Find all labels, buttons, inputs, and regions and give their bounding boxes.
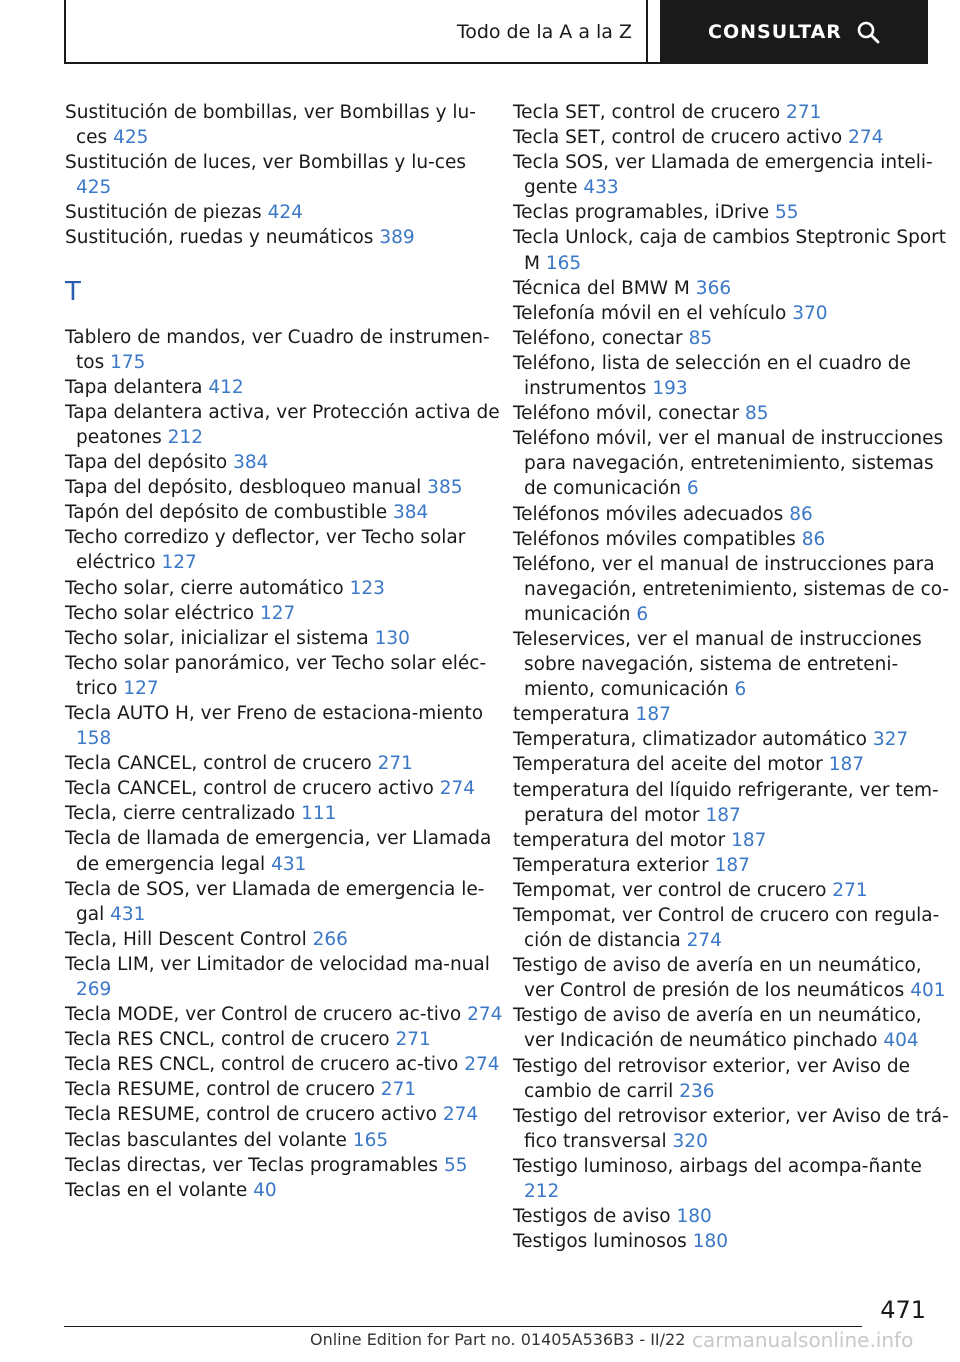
index-entry-text: Techo solar panorámico, ver Techo solar eléc-trico [65,652,487,699]
index-entry [65,225,505,250]
index-entry [513,953,953,1003]
index-entry [65,826,505,876]
index-entry [513,502,953,527]
page-link[interactable]: 158 [76,728,112,750]
index-entry [65,1077,505,1102]
index-entry-text: Tecla RES CNCL, control de crucero [65,1029,390,1051]
page-link[interactable]: 320 [672,1130,708,1152]
footer-divider [64,1326,862,1327]
index-entry-text: Testigos de aviso [513,1206,671,1228]
index-entry [513,903,953,953]
index-entry-text: Temperatura del aceite del motor [513,754,823,776]
index-entry-text: Teléfono móvil, conectar [513,403,740,425]
index-entry-text: temperatura del motor [513,829,726,851]
search-tab-label: CONSULTAR [708,21,842,43]
index-entry-text: Temperatura, climatizador automático [513,729,867,751]
index-entry-text: Teclas en el volante [65,1179,248,1201]
page-link[interactable]: 274 [686,930,722,952]
search-icon [856,20,880,44]
index-entry [65,450,505,475]
page-link[interactable]: 424 [267,202,303,224]
index-entry-text: Teléfonos móviles adecuados [513,503,784,525]
page-link[interactable]: 271 [395,1029,431,1051]
index-entry [65,701,505,751]
page-link[interactable]: 86 [801,528,826,550]
index-entry [65,150,505,200]
index-entry-text: Tempomat, ver Control de crucero con regula-ción de distancia [513,905,940,952]
index-entry [65,601,505,626]
index-entry [65,576,505,601]
page-link[interactable]: 127 [260,602,296,624]
page-link[interactable]: 236 [679,1080,715,1102]
index-entry-text: Teclas directas, ver Teclas programables [65,1154,439,1176]
index-entry [65,751,505,776]
index-entry [513,1229,953,1254]
index-entry-text: temperatura [513,704,630,726]
index-entry-text: Tecla, cierre centralizado [65,803,296,825]
index-entry-text: Tecla CANCEL, control de crucero [65,753,372,775]
page-link[interactable]: 425 [113,127,149,149]
index-entry [65,1128,505,1153]
index-entry-text: Tapón del depósito de combustible [65,502,388,524]
index-entry [513,828,953,853]
index-entry [513,527,953,552]
index-entry-text: Techo solar eléctrico [65,602,255,624]
index-entry-text: Tecla RESUME, control de crucero activo [65,1104,437,1126]
page-link[interactable]: 274 [464,1054,500,1076]
page-link[interactable]: 86 [789,503,813,525]
page-link[interactable]: 6 [686,478,699,500]
index-entry [513,627,953,702]
page-link[interactable]: 130 [374,627,410,649]
index-entry [65,952,505,1002]
index-entry-text: Tecla SET, control de crucero activo [513,127,843,149]
index-entry [65,1153,505,1178]
index-entry [513,1104,953,1154]
page-link[interactable]: 180 [692,1231,729,1253]
page-link[interactable]: 187 [705,804,741,826]
index-entry-text: Testigo del retrovisor exterior, ver Aviso de cambio de carril [513,1055,911,1102]
index-entry-text: Tecla SOS, ver Llamada de emergencia inteli-gente [513,152,933,199]
index-entry [513,326,953,351]
index-entry [65,1027,505,1052]
index-entry-text: Testigo de aviso de avería en un neumático, ver Control de presión de los neumáticos [513,955,922,1002]
index-entry [513,1204,953,1229]
index-column-left [65,100,505,1203]
index-entry-text: Sustitución de luces, ver Bombillas y lu-ces [65,152,466,174]
index-entry-text: Testigo de aviso de avería en un neumático, ver Indicación de neumático pinchado [513,1005,922,1052]
index-entry-text: Tecla Unlock, caja de cambios Steptronic Sport M [513,227,947,274]
page-link[interactable]: 6 [734,679,747,701]
index-entry [513,778,953,828]
page-link[interactable]: 385 [427,477,463,499]
page-link[interactable]: 425 [76,177,112,199]
page-link[interactable]: 271 [380,1079,417,1101]
index-entry [65,651,505,701]
index-entry [513,225,953,275]
search-tab[interactable] [660,0,928,64]
page-link[interactable]: 412 [208,376,244,398]
index-entry-text: Tempomat, ver control de crucero [513,879,827,901]
index-entry [513,1003,953,1053]
index-entry [65,375,505,400]
index-entry-text: Tapa delantera [65,376,203,398]
page-link[interactable]: 274 [467,1004,503,1026]
index-entry-text: Tecla LIM, ver Limitador de velocidad ma-nual [65,953,490,975]
index-entry [513,100,953,125]
index-entry-text: temperatura del líquido refrigerante, ver tem-peratura del motor [513,779,939,826]
index-entry-text: Teleservices, ver el manual de instrucciones sobre navegación, sistema de entreteni-miento, comunicación [513,628,922,701]
index-entry [65,1102,505,1127]
index-entry [513,276,953,301]
page-link[interactable]: 187 [731,829,767,851]
page-number: 471 [880,1296,926,1324]
page-link[interactable]: 127 [123,677,159,699]
index-entry [65,927,505,952]
page-link[interactable]: 404 [883,1030,919,1052]
page-link[interactable]: 271 [377,753,413,775]
page-link[interactable]: 111 [301,803,337,825]
index-entry-text: Teléfono, conectar [513,327,683,349]
page-link[interactable]: 370 [792,302,828,324]
page-link[interactable]: 433 [583,177,619,199]
index-entry-text: Técnica del BMW M [513,277,690,299]
page-link[interactable]: 180 [676,1206,712,1228]
index-entry [513,853,953,878]
index-entry-text: Sustitución, ruedas y neumáticos [65,227,374,249]
entries-after-letter [65,325,505,1203]
page-link[interactable]: 212 [524,1181,560,1203]
index-entry-text: Tapa del depósito, desbloqueo manual [65,477,422,499]
section-letter: T [65,276,81,307]
index-entry [65,1002,505,1027]
index-entry-text: Sustitución de piezas [65,202,262,224]
index-entry [65,776,505,801]
index-entry [65,500,505,525]
index-entry-text: Testigos luminosos [513,1231,687,1253]
page-link[interactable]: 431 [110,903,146,925]
index-entry-text: Sustitución de bombillas, ver Bombillas y lu-ces [65,102,476,149]
index-entry-text: Tecla RESUME, control de crucero [65,1079,375,1101]
page-link[interactable]: 123 [349,577,385,599]
index-entry [513,401,953,426]
index-entry-text: Teclas basculantes del volante [65,1129,347,1151]
page-link[interactable]: 271 [832,879,868,901]
index-entry-text: Tecla de llamada de emergencia, ver Llamada de emergencia legal [65,828,492,875]
index-entry [513,878,953,903]
index-entry [513,727,953,752]
index-entry [513,301,953,326]
page-link[interactable]: 55 [443,1154,468,1176]
index-entry-text: Testigo luminoso, airbags del acompa-ñante [513,1155,922,1177]
page-link[interactable]: 127 [161,552,197,574]
page-link[interactable]: 389 [379,227,415,249]
page-link[interactable]: 193 [652,378,688,400]
page-link[interactable]: 187 [828,754,864,776]
index-entry-text: Teléfono, ver el manual de instrucciones para navegación, entretenimiento, sistemas de co-municación [513,553,950,625]
index-entry [65,400,505,450]
page-link[interactable]: 6 [636,603,649,625]
index-entry [513,1054,953,1104]
index-entry [65,626,505,651]
page-link[interactable]: 266 [312,928,348,950]
index-entry-text: Temperatura exterior [513,854,709,876]
index-entry-text: Teclas programables, iDrive [513,202,770,224]
page-link[interactable]: 384 [233,452,269,474]
index-entry [513,150,953,200]
index-entry-text: Tecla, Hill Descent Control [65,928,307,950]
page-link[interactable]: 274 [439,778,475,800]
edition-text: Online Edition for Part no. 01405A536B3 - II/22 [310,1330,686,1349]
index-entry [513,752,953,777]
page-link[interactable]: 85 [745,403,769,425]
tab-a-to-z[interactable] [64,0,648,64]
index-entry [65,100,505,150]
page-link[interactable]: 212 [167,426,203,448]
page-link[interactable]: 271 [786,102,822,123]
index-entry [65,200,505,225]
index-entry-text: Techo corredizo y deflector, ver Techo solar eléctrico [65,527,466,574]
index-entry [513,200,953,225]
index-entry [65,525,505,575]
index-entry-text: Teléfono móvil, ver el manual de instrucciones para navegación, entretenimiento, sistemas de comunicación [513,428,944,500]
page-link[interactable]: 165 [352,1129,389,1151]
index-entry [513,125,953,150]
index-entry-text: Teléfono, lista de selección en el cuadro de instrumentos [513,352,911,400]
entries-right [513,100,953,1254]
entries-before-letter [65,100,505,251]
page-link[interactable]: 55 [775,202,799,224]
page-link[interactable]: 431 [271,853,307,875]
index-entry-text: Techo solar, inicializar el sistema [65,627,369,649]
page-link[interactable]: 401 [910,980,946,1002]
index-entry-text: Tapa del depósito [65,452,228,474]
page-link[interactable]: 274 [848,127,884,149]
index-entry-text: Techo solar, cierre automático [65,577,344,599]
page-link[interactable]: 366 [695,277,732,299]
page-link[interactable]: 187 [714,854,750,876]
index-entry [513,351,953,401]
index-entry-text: Telefonía móvil en el vehículo [513,302,787,324]
index-entry [65,325,505,375]
index-entry [513,552,953,627]
index-entry [65,475,505,500]
index-entry-text: Tablero de mandos, ver Cuadro de instrumen-tos [65,326,490,373]
index-entry [65,1178,505,1203]
index-entry-text: Tecla AUTO H, ver Freno de estaciona-miento [65,702,484,724]
tab-a-to-z-label: Todo de la A a la Z [456,21,632,43]
index-entry-text: Tecla RES CNCL, control de crucero ac-tivo [65,1054,459,1076]
index-entry [65,1052,505,1077]
index-entry [513,426,953,501]
page-link[interactable]: 384 [392,502,429,524]
index-entry-text: Tecla de SOS, ver Llamada de emergencia le-gal [65,878,485,925]
index-entry-text: Teléfonos móviles compatibles [513,528,796,550]
index-entry-text: Tecla MODE, ver Control de crucero ac-tivo [65,1004,462,1026]
page-link[interactable]: 85 [688,327,713,349]
index-entry [65,877,505,927]
page-link[interactable]: 165 [545,252,582,274]
index-entry-text: Testigo del retrovisor exterior, ver Aviso de trá-fico transversal [513,1105,949,1152]
index-entry [65,801,505,826]
watermark: carmanualsonline.info [692,1328,914,1352]
page-link[interactable]: 269 [76,979,112,1000]
index-entry [513,1154,953,1204]
page-link[interactable]: 274 [442,1104,479,1126]
page-link[interactable]: 327 [872,729,909,751]
index-entry-text: Tecla CANCEL, control de crucero activo [65,778,434,800]
page-link[interactable]: 175 [110,351,146,373]
page-link[interactable]: 187 [635,704,671,726]
index-entry-text: Tecla SET, control de crucero [513,102,781,123]
index-entry [513,702,953,727]
page-link[interactable]: 40 [253,1179,277,1201]
index-entry-text: Tapa delantera activa, ver Protección activa de peatones [65,401,500,448]
index-column-right [513,100,953,1254]
